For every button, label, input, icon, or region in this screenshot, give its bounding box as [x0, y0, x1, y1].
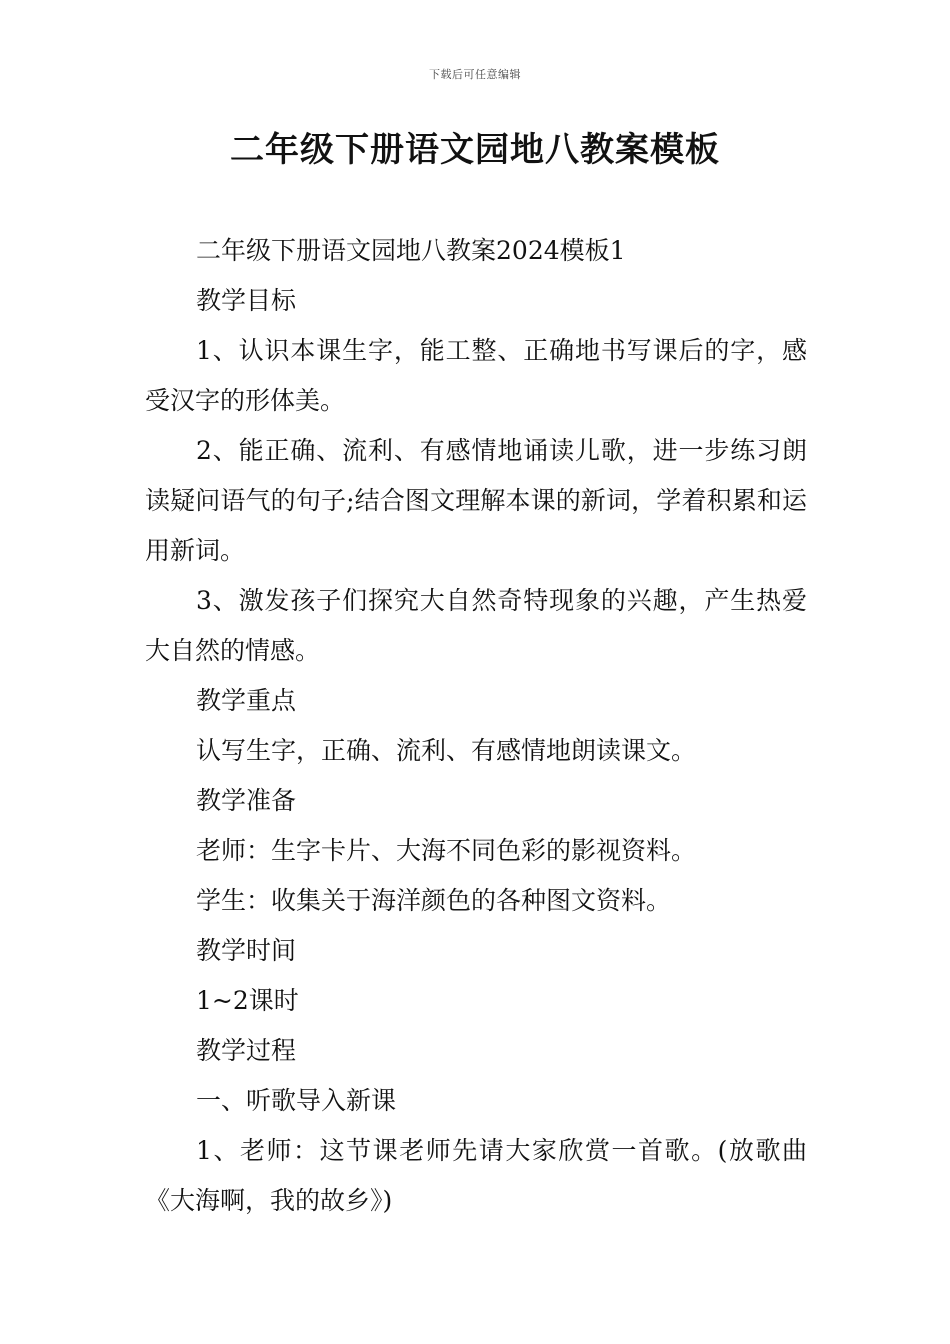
section-heading-time: 教学时间: [196, 936, 297, 965]
key-points-text: 认写生字，正确、流利、有感情地朗读课文。: [196, 736, 697, 765]
process-step-item-1: 1、老师：这节课老师先请大家欣赏一首歌。(放歌曲《大海啊，我的故乡》): [145, 1136, 807, 1215]
subtitle-paragraph: 二年级下册语文园地八教案2024模板1: [196, 236, 626, 265]
goal-item-3: 3、激发孩子们探究大自然奇特现象的兴趣，产生热爱大自然的情感。: [145, 586, 807, 665]
process-step-heading: 一、听歌导入新课: [196, 1086, 397, 1115]
preparation-teacher: 老师：生字卡片、大海不同色彩的影视资料。: [196, 836, 697, 865]
preparation-students: 学生：收集关于海洋颜色的各种图文资料。: [196, 886, 672, 915]
document-title: 二年级下册语文园地八教案模板: [230, 130, 720, 170]
section-heading-key-points: 教学重点: [196, 686, 297, 715]
goal-item-1: 1、认识本课生字，能工整、正确地书写课后的字，感受汉字的形体美。: [145, 336, 807, 415]
section-heading-preparation: 教学准备: [196, 786, 297, 815]
document-body: [145, 226, 807, 1226]
section-heading-process: 教学过程: [196, 1036, 297, 1065]
time-text: 1~2课时: [196, 986, 299, 1015]
header-note: 下载后可任意编辑: [429, 68, 521, 81]
section-heading-goals: 教学目标: [196, 286, 297, 315]
goal-item-2: 2、能正确、流利、有感情地诵读儿歌，进一步练习朗读疑问语气的句子;结合图文理解本课的新词，学着积累和运用新词。: [145, 436, 807, 565]
